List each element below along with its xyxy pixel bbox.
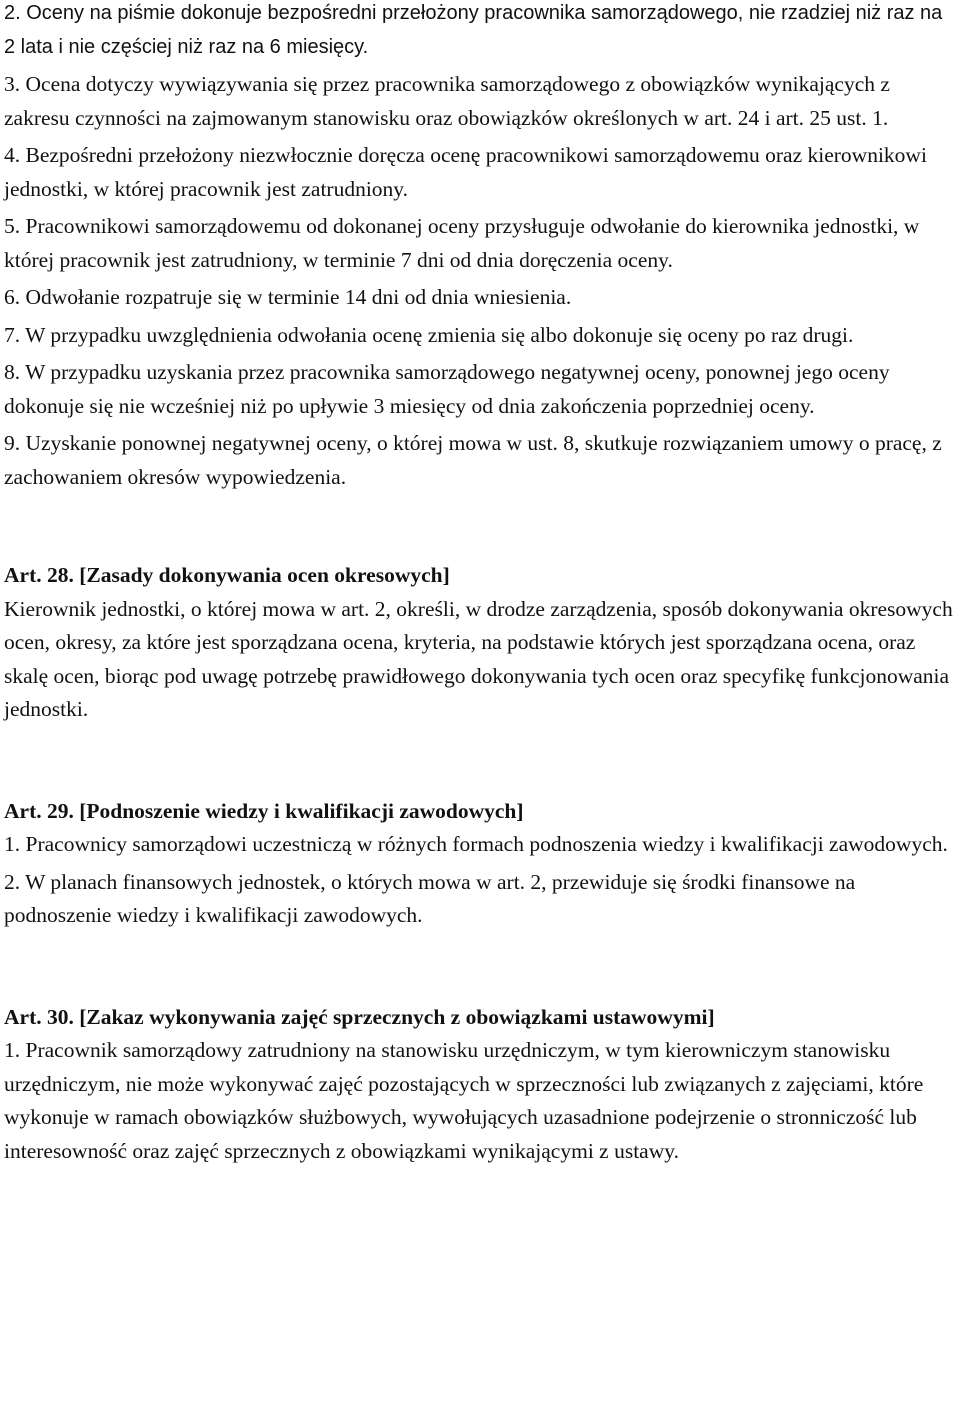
article-29-paragraph-2: 2. W planach finansowych jednostek, o których mowa w art. 2, przewiduje się środki finansowe na podnoszenie wiedzy i kwalifikacji zawodowych.	[4, 869, 856, 927]
article-29-heading: Art. 29. [Podnoszenie wiedzy i kwalifikacji zawodowych]	[4, 798, 524, 823]
paragraph-9: 9. Uzyskanie ponownej negatywnej oceny, o której mowa w ust. 8, skutkuje rozwiązaniem umowy o pracę, z zachowaniem okresów wypowiedzenia.	[4, 431, 942, 489]
article-28	[4, 559, 956, 727]
paragraph-8: 8. W przypadku uzyskania przez pracownika samorządowego negatywnej oceny, ponownej jego oceny dokonuje się nie wcześniej niż po upływie 3 miesięcy od dnia zakończenia poprzedniej oceny.	[4, 360, 890, 418]
document-page	[4, 0, 956, 1168]
article-29-paragraph-1: 1. Pracownicy samorządowi uczestniczą w różnych formach podnoszenia wiedzy i kwalifikacji zawodowych.	[4, 832, 948, 856]
paragraph-5: 5. Pracownikowi samorządowemu od dokonanej oceny przysługuje odwołanie do kierownika jednostki, w której pracownik jest zatrudniony, w terminie 7 dni od dnia doręczenia oceny.	[4, 214, 920, 272]
article-28-heading: Art. 28. [Zasady dokonywania ocen okresowych]	[4, 563, 450, 587]
article-30-heading: Art. 30. [Zakaz wykonywania zajęć sprzecznych z obowiązkami ustawowymi]	[4, 1004, 715, 1029]
paragraph-6: 6. Odwołanie rozpatruje się w terminie 14 dni od dnia wniesienia.	[4, 285, 572, 309]
paragraph-7: 7. W przypadku uwzględnienia odwołania ocenę zmienia się albo dokonuje się oceny po raz drugi.	[4, 322, 854, 347]
article-30	[4, 1001, 956, 1169]
paragraph-3: 3. Ocena dotyczy wywiązywania się przez pracownika samorządowego z obowiązków wynikających z zakresu czynności na zajmowanym stanowisku oraz obowiązków określonych w art. 24 i art. 25 ust. 1.	[4, 72, 890, 130]
paragraph-4: 4. Bezpośredni przełożony niezwłocznie doręcza ocenę pracownikowi samorządowemu oraz kierownikowi jednostki, w której pracownik jest zatrudniony.	[4, 143, 927, 201]
article-30-paragraph-1: 1. Pracownik samorządowy zatrudniony na stanowisku urzędniczym, w tym kierowniczym stanowisku urzędniczym, nie może wykonywać zajęć pozostających w sprzeczności lub związanych z zajęciami, które wykonuje w ramach obowiązków służbowych, wywołujących uzasadnione podejrzenie o stronniczość lub interesowność oraz zajęć sprzecznych z obowiązkami wynikającymi z ustawy.	[4, 1038, 924, 1163]
article-29	[4, 795, 956, 933]
paragraph-2: 2. Oceny na piśmie dokonuje bezpośredni przełożony pracownika samorządowego, nie rzadziej niż raz na 2 lata i nie częściej niż raz na 6 miesięcy.	[4, 2, 943, 58]
article-28-body: Kierownik jednostki, o której mowa w art. 2, określi, w drodze zarządzenia, sposób dokonywania okresowych ocen, okresy, za które jest sporządzana ocena, kryteria, na podstawie których jest sporządzana ocena, oraz skalę ocen, biorąc pod uwagę potrzebę prawidłowego dokonywania tych ocen oraz specyfikę funkcjonowania jednostki.	[4, 596, 953, 721]
